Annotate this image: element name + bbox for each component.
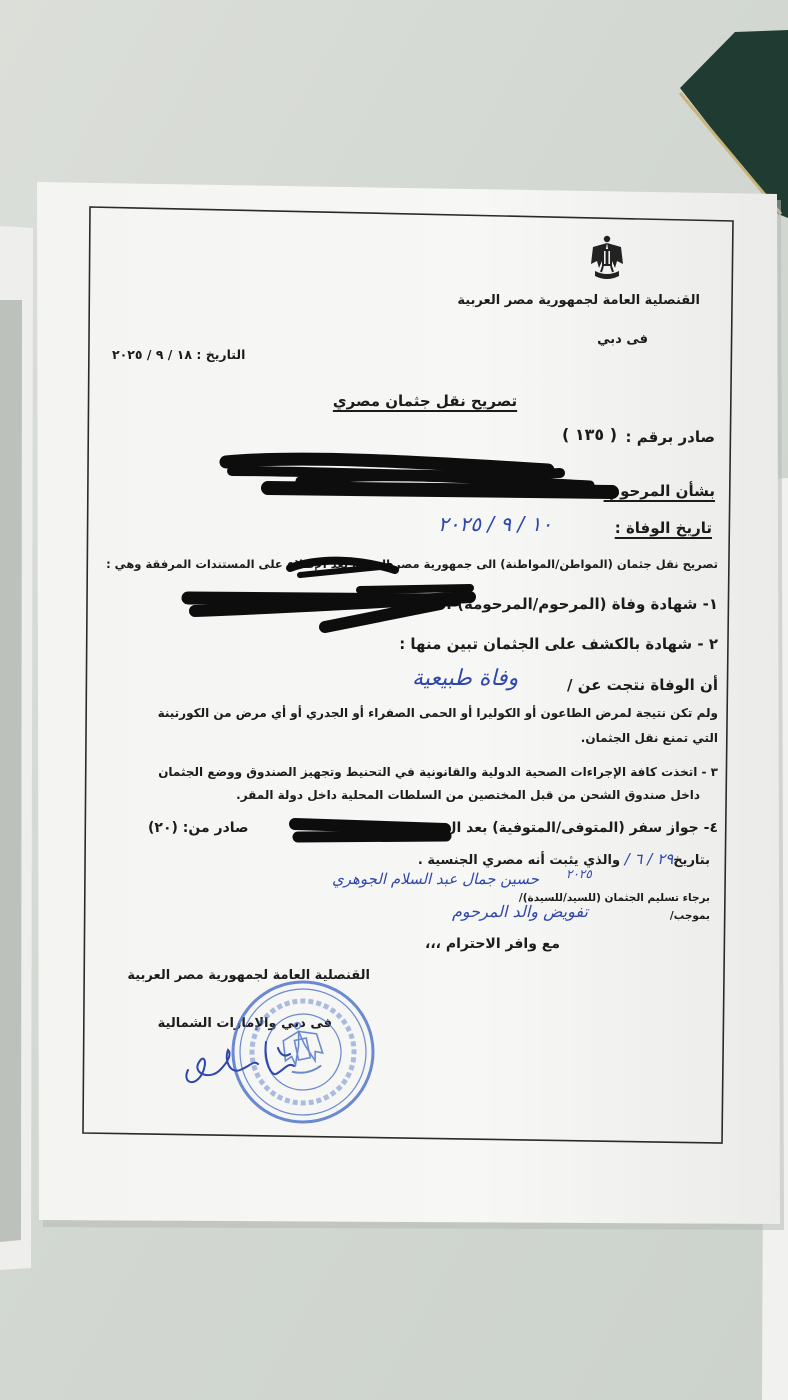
disease-note-line-2: التي تمنع نقل الجثمان.: [580, 731, 718, 745]
passport-date-handwritten: ٢٩ / ٦ /: [624, 850, 674, 868]
header-city: فى دبي: [597, 332, 648, 347]
procedures-line-1: ٣ - اتخذت كافة الإجراءات الصحية الدولية والقانونية في التحنيط وتجهيز الصندوق ووضع الجثمان: [158, 765, 718, 779]
issue-number-value: ( ١٣٥ ): [562, 425, 618, 444]
nationality-note: والذي يثبت أنه مصري الجنسية .: [417, 853, 621, 868]
issue-number-label: صادر برقم :: [625, 428, 715, 446]
passport-issued-by: صادر من: (٢٠): [148, 820, 249, 836]
passport-date-label: بتاريخ: [673, 853, 710, 868]
permit-intro: تصريح نقل جثمان (المواطن/المواطنة) الى جمهورية مصر العربية بعد الإطلاع على المستندات المرفقة وهي :: [106, 557, 718, 571]
disease-note-line-1: ولم تكن نتيجة لمرض الطاعون أو الكوليرا أو الحمى الصفراء أو الجدري أو أي مرض من الكورتينة: [157, 706, 718, 720]
examination-certificate-item: ٢ - شهادة بالكشف على الجثمان تبين منها :: [399, 635, 718, 653]
cause-of-death-label: أن الوفاة نتجت عن /: [567, 676, 718, 694]
egypt-eagle-emblem-icon: [590, 234, 624, 282]
footer-location: فى دبي والإمارات الشمالية: [157, 1016, 332, 1031]
passport-date-line: [418, 850, 710, 869]
passport-year-handwritten: ٢٠٢٥: [566, 867, 592, 881]
cause-of-death-handwritten: وفاة طبيعية: [412, 666, 519, 691]
paper-sheet: [37, 182, 780, 1224]
death-date-handwritten: ١٠ / ٩ / ٢٠٢٥: [438, 512, 553, 536]
signature: [180, 1030, 300, 1092]
date-value: ١٨ / ٩ / ٢٠٢٥: [112, 347, 192, 362]
date-label: التاريخ :: [196, 347, 246, 362]
death-date-label: تاريخ الوفاة :: [614, 519, 712, 537]
delivery-basis-label: بموجب/: [669, 910, 710, 922]
passport-label: ٤- جواز سفر (المتوفى/المتوفية) بعد ال: [444, 820, 718, 836]
death-certificate-item: ١- شهادة وفاة (المرحوم/المرحومة) :: [445, 595, 718, 613]
left-document-edge: [0, 300, 22, 1242]
closing-greeting: مع وافر الاحترام ،،،: [425, 936, 560, 952]
deceased-label: بشأن المرحوم/: [603, 482, 715, 500]
recipient-name-handwritten: حسين جمال عبد السلام الجوهري: [332, 870, 539, 888]
delivery-basis-handwritten: تفويض والد المرحوم: [452, 902, 588, 921]
header-consulate-name: القنصلية العامة لجمهورية مصر العربية: [457, 293, 700, 308]
procedures-line-2: داخل صندوق الشحن من قبل المختصين من السلطات المحلية داخل دولة المقر.: [236, 788, 700, 802]
header-date: [112, 347, 245, 362]
footer-consulate-name: القنصلية العامة لجمهورية مصر العربية: [127, 968, 370, 983]
document-title: تصريح نقل جثمان مصري: [332, 392, 518, 410]
delivery-label: برجاء تسليم الجثمان (للسيد/للسيدة)/: [518, 892, 710, 904]
